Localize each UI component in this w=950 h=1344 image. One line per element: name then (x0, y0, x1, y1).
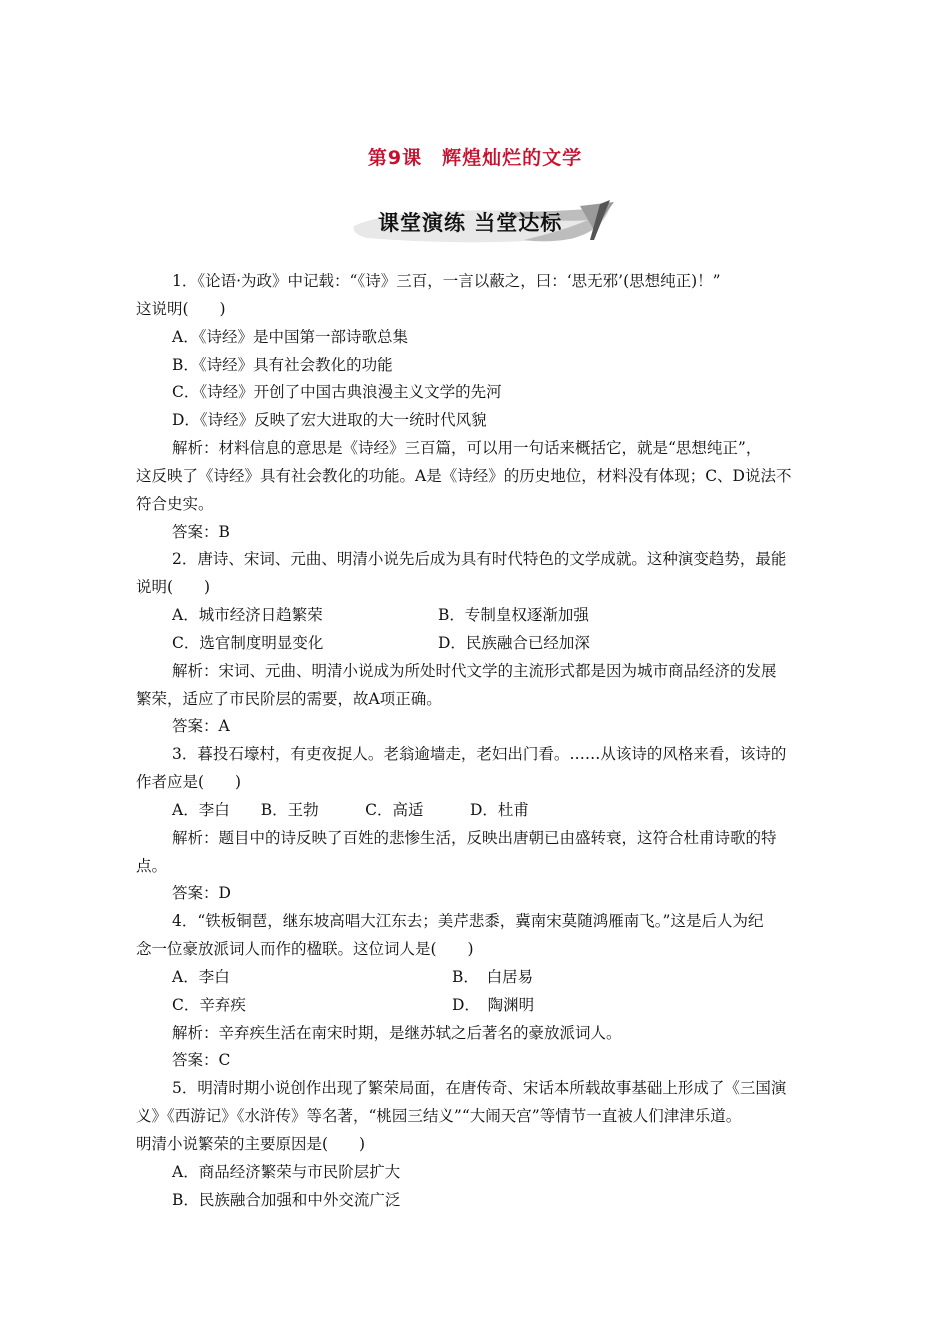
text-line: 说明( ) (136, 578, 211, 596)
text-line: 答案：B (172, 523, 230, 541)
text-line: A．李白 B．王勃 C．高适 D．杜甫 (172, 801, 529, 819)
text-line: C．选官制度明显变化 (172, 634, 324, 652)
text-line: 解析：辛弃疾生活在南宋时期，是继苏轼之后著名的豪放派词人。 (172, 1024, 622, 1042)
text-line: 解析：题目中的诗反映了百姓的悲惨生活，反映出唐朝已由盛转衰，这符合杜甫诗歌的特 (172, 829, 777, 847)
text-line: D．《诗经》反映了宏大进取的大一统时代风貌 (172, 411, 487, 429)
option-item: B．专制皇权逐渐加强 (438, 606, 589, 624)
text-line: 答案：D (172, 884, 231, 902)
text-line: 点。 (136, 857, 168, 875)
text-line: 念一位豪放派词人而作的楹联。这位词人是( ) (136, 940, 474, 958)
text-line: A．城市经济日趋繁荣 (172, 606, 323, 624)
text-line: B．民族融合加强和中外交流广泛 (172, 1191, 401, 1209)
text-line: 4．“铁板铜琶，继东坡高唱大江东去；美芹悲黍，冀南宋莫随鸿雁南飞。”这是后人为纪 (172, 912, 764, 930)
text-line: A．商品经济繁荣与市民阶层扩大 (172, 1163, 401, 1181)
option-item: B． 白居易 (452, 968, 534, 986)
text-line: A．李白 (172, 968, 230, 986)
text-line: 2．唐诗、宋词、元曲、明清小说先后成为具有时代特色的文学成就。这种演变趋势，最能 (172, 550, 787, 568)
section-banner (348, 200, 620, 248)
text-line: 符合史实。 (136, 495, 214, 513)
lesson-title: 第9课 辉煌灿烂的文学 (367, 147, 583, 169)
text-line: C．辛弃疾 (172, 996, 246, 1014)
text-line: 答案：A (172, 717, 230, 735)
text-line: 解析：宋词、元曲、明清小说成为所处时代文学的主流形式都是因为城市商品经济的发展 (172, 662, 777, 680)
text-line: 这反映了《诗经》具有社会教化的功能。A是《诗经》的历史地位，材料没有体现；C、D说法不 (136, 467, 792, 485)
option-item: D． 陶渊明 (452, 996, 535, 1014)
text-line: 答案：C (172, 1051, 231, 1069)
text-line: B．《诗经》具有社会教化的功能 (172, 356, 393, 374)
text-line: 作者应是( ) (136, 773, 242, 791)
text-line: 义》《西游记》《水浒传》等名著，“桃园三结义”“大闹天宫”等情节一直被人们津津乐道。 (136, 1107, 742, 1125)
text-line: 3．暮投石壕村，有吏夜捉人。老翁逾墙走，老妇出门看。……从该诗的风格来看，该诗的 (172, 745, 787, 763)
option-item: D．民族融合已经加深 (438, 634, 590, 652)
text-line: 1．《论语·为政》中记载：“《诗》三百，一言以蔽之，曰：‘思无邪’(思想纯正)！” (172, 272, 721, 290)
text-line: 明清小说繁荣的主要原因是( ) (136, 1135, 366, 1153)
text-line: C．《诗经》开创了中国古典浪漫主义文学的先河 (172, 383, 502, 401)
text-line: 5．明清时期小说创作出现了繁荣局面，在唐传奇、宋话本所载故事基础上形成了《三国演 (172, 1079, 787, 1097)
text-line: A．《诗经》是中国第一部诗歌总集 (172, 328, 408, 346)
text-line: 解析：材料信息的意思是《诗经》三百篇，可以用一句话来概括它，就是“思想纯正”， (172, 439, 762, 457)
banner-title: 课堂演练 当堂达标 (378, 211, 563, 235)
text-line: 繁荣，适应了市民阶层的需要，故A项正确。 (136, 690, 442, 708)
text-line: 这说明( ) (136, 300, 226, 318)
